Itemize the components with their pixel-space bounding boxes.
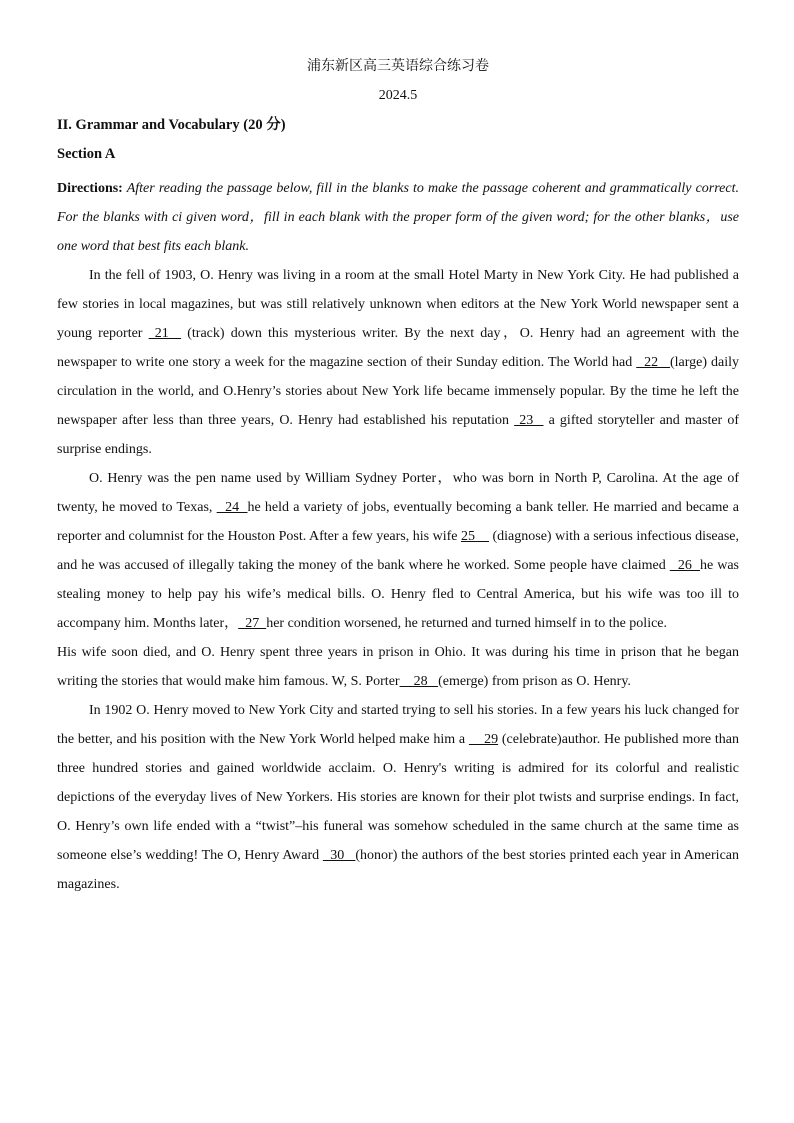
answer-blank: 28 bbox=[399, 674, 439, 689]
passage-text: In the fell of 1903, O. Henry was living in a room at the small Hotel Marty in New York City. He had published a few stories in local magazines, but was still relatively unknown when editors at the New York World newspaper sent a young reporter bbox=[57, 268, 739, 341]
passage-text: In 1902 O. Henry moved to New York City and started trying to sell his stories. In a few years his luck changed for the better, and his position with the New York World helped make him a bbox=[57, 703, 739, 747]
answer-blank: 25 bbox=[460, 529, 489, 544]
answer-blank: 22 bbox=[636, 355, 670, 370]
exam-date: 2024.5 bbox=[378, 88, 418, 103]
passage-text: (honor) the authors of the best stories printed each year in American magazines. bbox=[57, 848, 740, 892]
passage-text: (celebrate)author. He published more than three hundred stories and gained worldwide acclaim. O. Henry's writing is admired for its colorful and realistic depictions of the everyday lives of New Yorkers. His stories are known for their plot twists and surprise endings. In fact, O. Henry’s own life ended with a “twist”–his funeral was somehow scheduled in the same church at the same time as someone else’s wedding! The O, Henry Award bbox=[57, 732, 739, 863]
passage-text: (diagnose) with a serious infectious disease, and he was accused of illegally taking the money of the bank where he worked. Some people have claimed bbox=[57, 529, 739, 573]
passage-paragraph bbox=[57, 261, 739, 464]
directions-text: After reading the passage below, fill in the blanks to make the passage coherent and grammatically correct. For the blanks with ci given word，fill in each blank with the proper form of the given word; for the other blanks，use one word that best fits each blank. bbox=[57, 181, 739, 254]
answer-blank: 27 bbox=[238, 616, 267, 631]
answer-blank: 26 bbox=[669, 558, 700, 573]
passage-text: (track) down this mysterious writer. By the next day，O. Henry had an agreement with the newspaper to write one story a week for the magazine section of their Sunday edition. The World had bbox=[57, 326, 740, 370]
passage-text: a gifted storyteller and master of surprise endings. bbox=[57, 413, 739, 457]
answer-blank: 21 bbox=[148, 326, 182, 341]
passage-text: he was stealing money to help pay his wife’s medical bills. O. Henry fled to Central America, but his wife was too ill to accompany him. Months later， bbox=[57, 558, 739, 631]
directions bbox=[57, 174, 739, 261]
answer-blank: 29 bbox=[468, 732, 499, 747]
passage-text: (large) daily circulation in the world, and O.Henry’s stories about New York life became immensely popular. By the time he left the newspaper after less than three years, O. Henry had established his reputation bbox=[57, 355, 739, 428]
section-heading: II. Grammar and Vocabulary (20 分) bbox=[57, 117, 286, 133]
passage-text: (emerge) from prison as O. Henry. bbox=[438, 674, 631, 689]
exam-title: 浦东新区高三英语综合练习卷 bbox=[307, 59, 489, 74]
passage-paragraph bbox=[57, 696, 739, 899]
passage bbox=[57, 261, 739, 899]
passage-text: His wife soon died, and O. Henry spent three years in prison in Ohio. It was during his time in prison that he began writing the stories that would make him famous. W, S. Porter bbox=[57, 645, 739, 689]
document-page bbox=[57, 55, 739, 899]
passage-paragraph bbox=[57, 638, 739, 696]
directions-label: Directions: bbox=[57, 181, 123, 196]
passage-paragraph bbox=[57, 464, 739, 638]
passage-text: her condition worsened, he returned and turned himself in to the police. bbox=[266, 616, 668, 631]
passage-text: he held a variety of jobs, eventually becoming a bank teller. He married and became a reporter and columnist for the Houston Post. After a few years, his wife bbox=[57, 500, 739, 544]
answer-blank: 24 bbox=[216, 500, 248, 515]
answer-blank: 30 bbox=[322, 848, 356, 863]
section-a-heading: Section A bbox=[57, 146, 116, 162]
answer-blank: 23 bbox=[514, 413, 544, 428]
passage-text: O. Henry was the pen name used by William Sydney Porter，who was born in North P, Carolina. At the age of twenty, he moved to Texas, bbox=[57, 471, 739, 515]
